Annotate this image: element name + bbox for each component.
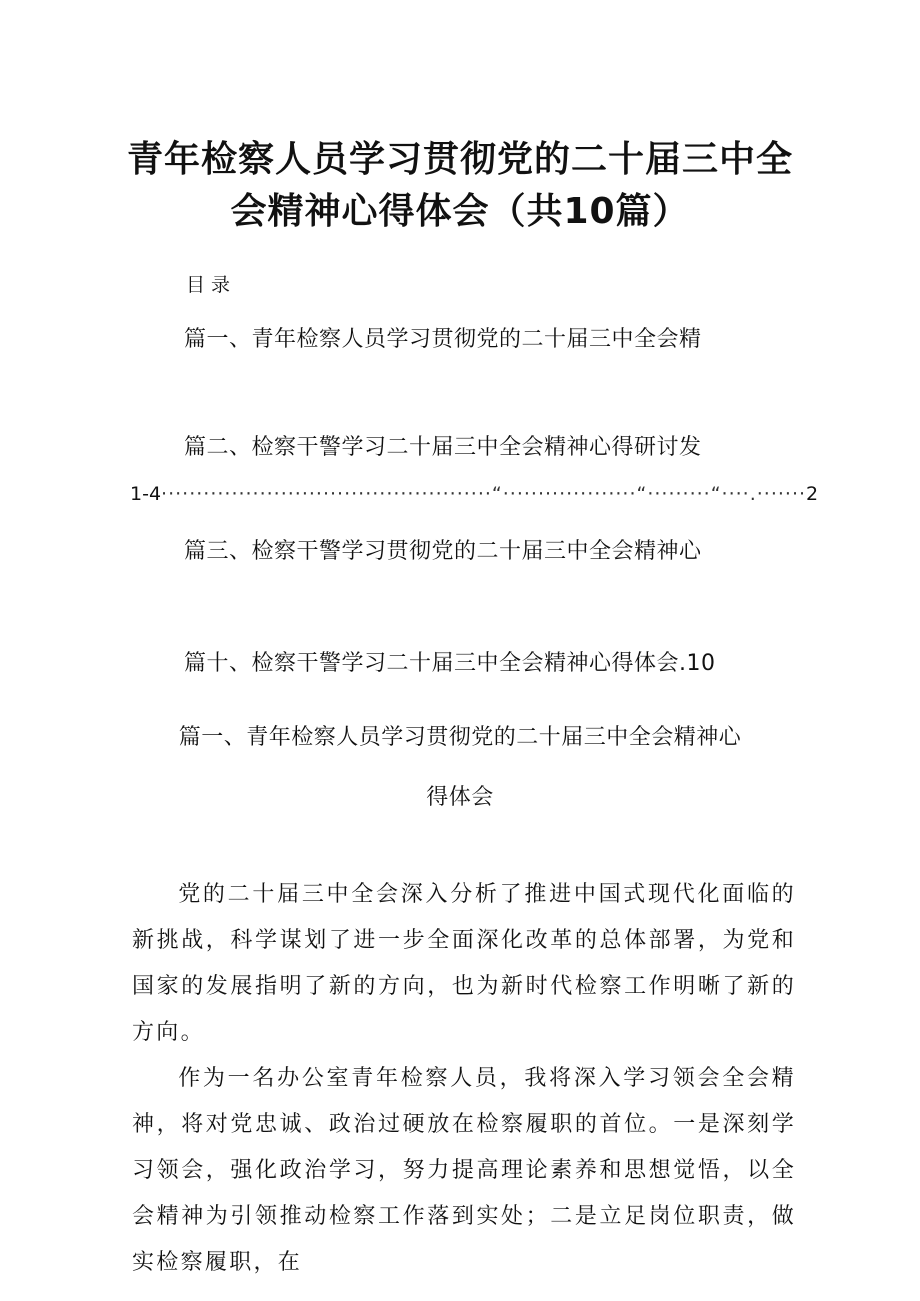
toc-page-range: 1-4 [130,483,162,505]
body-paragraph-1: 党的二十届三中全会深入分析了推进中国式现代化面临的新挑战，科学谋划了进一步全面深化改革的总体部署，为党和国家的发展指明了新的方向，也为新时代检察工作明晰了新的方向。 [132,882,796,1045]
section-body [132,872,796,1286]
toc-item-2-page-line [130,483,819,505]
body-paragraph-2: 作为一名办公室青年检察人员，我将深入学习领会全会精神，将对党忠诚、政治过硬放在检察履职的首位。一是深刻学习领会，强化政治学习，努力提高理论素养和思想觉悟，以全会精神为引领推动检察工作落到实处；二是立足岗位职责，做实检察履职，在 [132,1066,796,1275]
toc-item-10[interactable]: 篇十、检察干警学习二十届三中全会精神心得体会.10 [184,651,716,676]
section-heading-line-2: 得体会 [426,785,494,810]
toc-item-1[interactable]: 篇一、青年检察人员学习贯彻党的二十届三中全会精 [184,327,702,352]
toc-item-3[interactable]: 篇三、检察干警学习贯彻党的二十届三中全会精神心 [184,539,702,564]
section-heading-line-1: 篇一、青年检察人员学习贯彻党的二十届三中全会精神心 [178,725,742,750]
document-title-line-2: 会精神心得体会（共10篇） [230,191,690,232]
toc-dot-leader: ···············································“···················“·········“····.······· [161,483,807,505]
toc-item-2[interactable]: 篇二、检察干警学习二十届三中全会精神心得研讨发 [184,435,702,460]
toc-label: 目录 [186,274,237,296]
document-title-line-1: 青年检察人员学习贯彻党的二十届三中全 [126,139,793,180]
toc-page-number: 2 [806,483,819,505]
